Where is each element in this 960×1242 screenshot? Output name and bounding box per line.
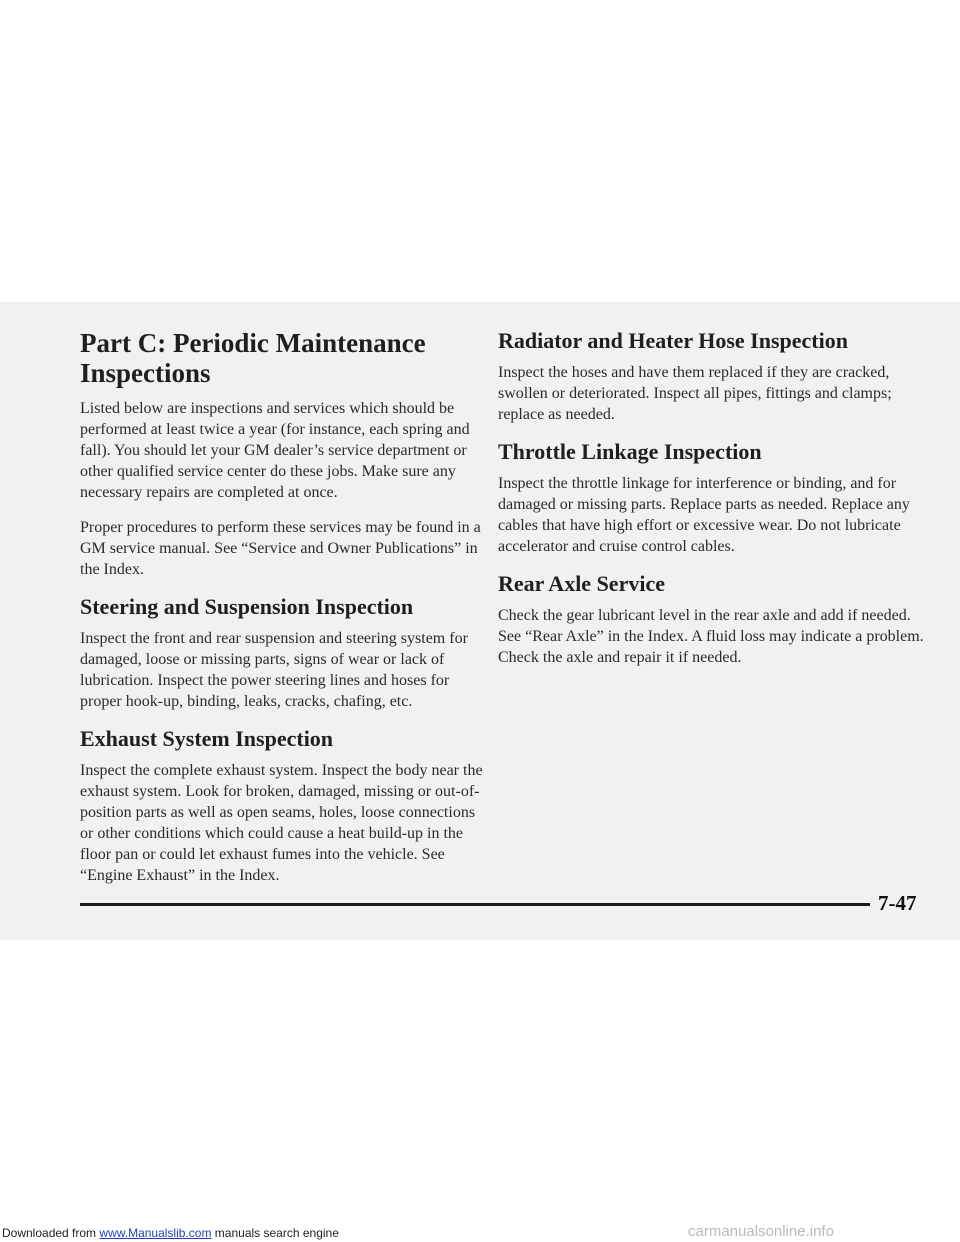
footer-prefix: Downloaded from	[2, 1226, 97, 1240]
exhaust-section	[80, 726, 492, 886]
rear-axle-body: Check the gear lubricant level in the rear axle and add if needed. See “Rear Axle” in the Index. A fluid loss may indicate a problem. Check the axle and repair it if needed.	[498, 607, 924, 666]
bottom-margin	[0, 940, 960, 1242]
download-footer	[2, 1226, 339, 1240]
exhaust-heading: Exhaust System Inspection	[80, 726, 334, 751]
steering-body: Inspect the front and rear suspension and steering system for damaged, loose or missing parts, signs of wear or lack of lubrication. Inspect the power steering lines and hoses for proper hook-up, binding, leaks, cracks, chafing, etc.	[80, 630, 468, 710]
radiator-body: Inspect the hoses and have them replaced if they are cracked, swollen or deteriorated. Inspect all pipes, fittings and clamps; replace as needed.	[498, 364, 892, 423]
throttle-section	[498, 439, 930, 557]
intro-paragraph-1: Listed below are inspections and services which should be performed at least twice a year (for instance, each spring and fall). You should let your GM dealer’s service department or other qualified service center do these jobs. Make sure any necessary repairs are completed at once.	[80, 400, 470, 501]
steering-heading: Steering and Suspension Inspection	[80, 594, 414, 619]
section-title-line2: Inspections	[80, 358, 211, 388]
top-margin	[0, 0, 960, 302]
page-number: 7-47	[878, 891, 917, 915]
footer-suffix: manuals search engine	[214, 1226, 339, 1240]
exhaust-body: Inspect the complete exhaust system. Inspect the body near the exhaust system. Look for broken, damaged, missing or out-of-position parts as well as open seams, holes, loose connections or other conditions which could cause a heat build-up in the floor pan or could let exhaust fumes into the vehicle. See “Engine Exhaust” in the Index.	[80, 762, 483, 884]
radiator-heading: Radiator and Heater Hose Inspection	[498, 328, 848, 353]
section-title-line1: Part C: Periodic Maintenance	[80, 328, 426, 358]
steering-section	[80, 594, 492, 712]
section-title	[80, 328, 492, 388]
rear-axle-heading: Rear Axle Service	[498, 571, 665, 596]
manualslib-link[interactable]: www.Manualslib.com	[99, 1226, 212, 1240]
rear-axle-section	[498, 571, 930, 668]
radiator-section	[498, 328, 930, 425]
watermark: carmanualsonline.info	[688, 1223, 834, 1240]
throttle-heading: Throttle Linkage Inspection	[498, 439, 762, 464]
intro-paragraph-2: Proper procedures to perform these services may be found in a GM service manual. See “Service and Owner Publications” in the Index.	[80, 519, 481, 578]
left-column	[80, 328, 492, 900]
footer-rule	[80, 903, 870, 906]
throttle-body: Inspect the throttle linkage for interference or binding, and for damaged or missing parts. Replace parts as needed. Replace any cables that have high effort or excessive wear. Do not lubricate accelerator and cruise control cables.	[498, 475, 910, 555]
right-column	[498, 328, 930, 682]
